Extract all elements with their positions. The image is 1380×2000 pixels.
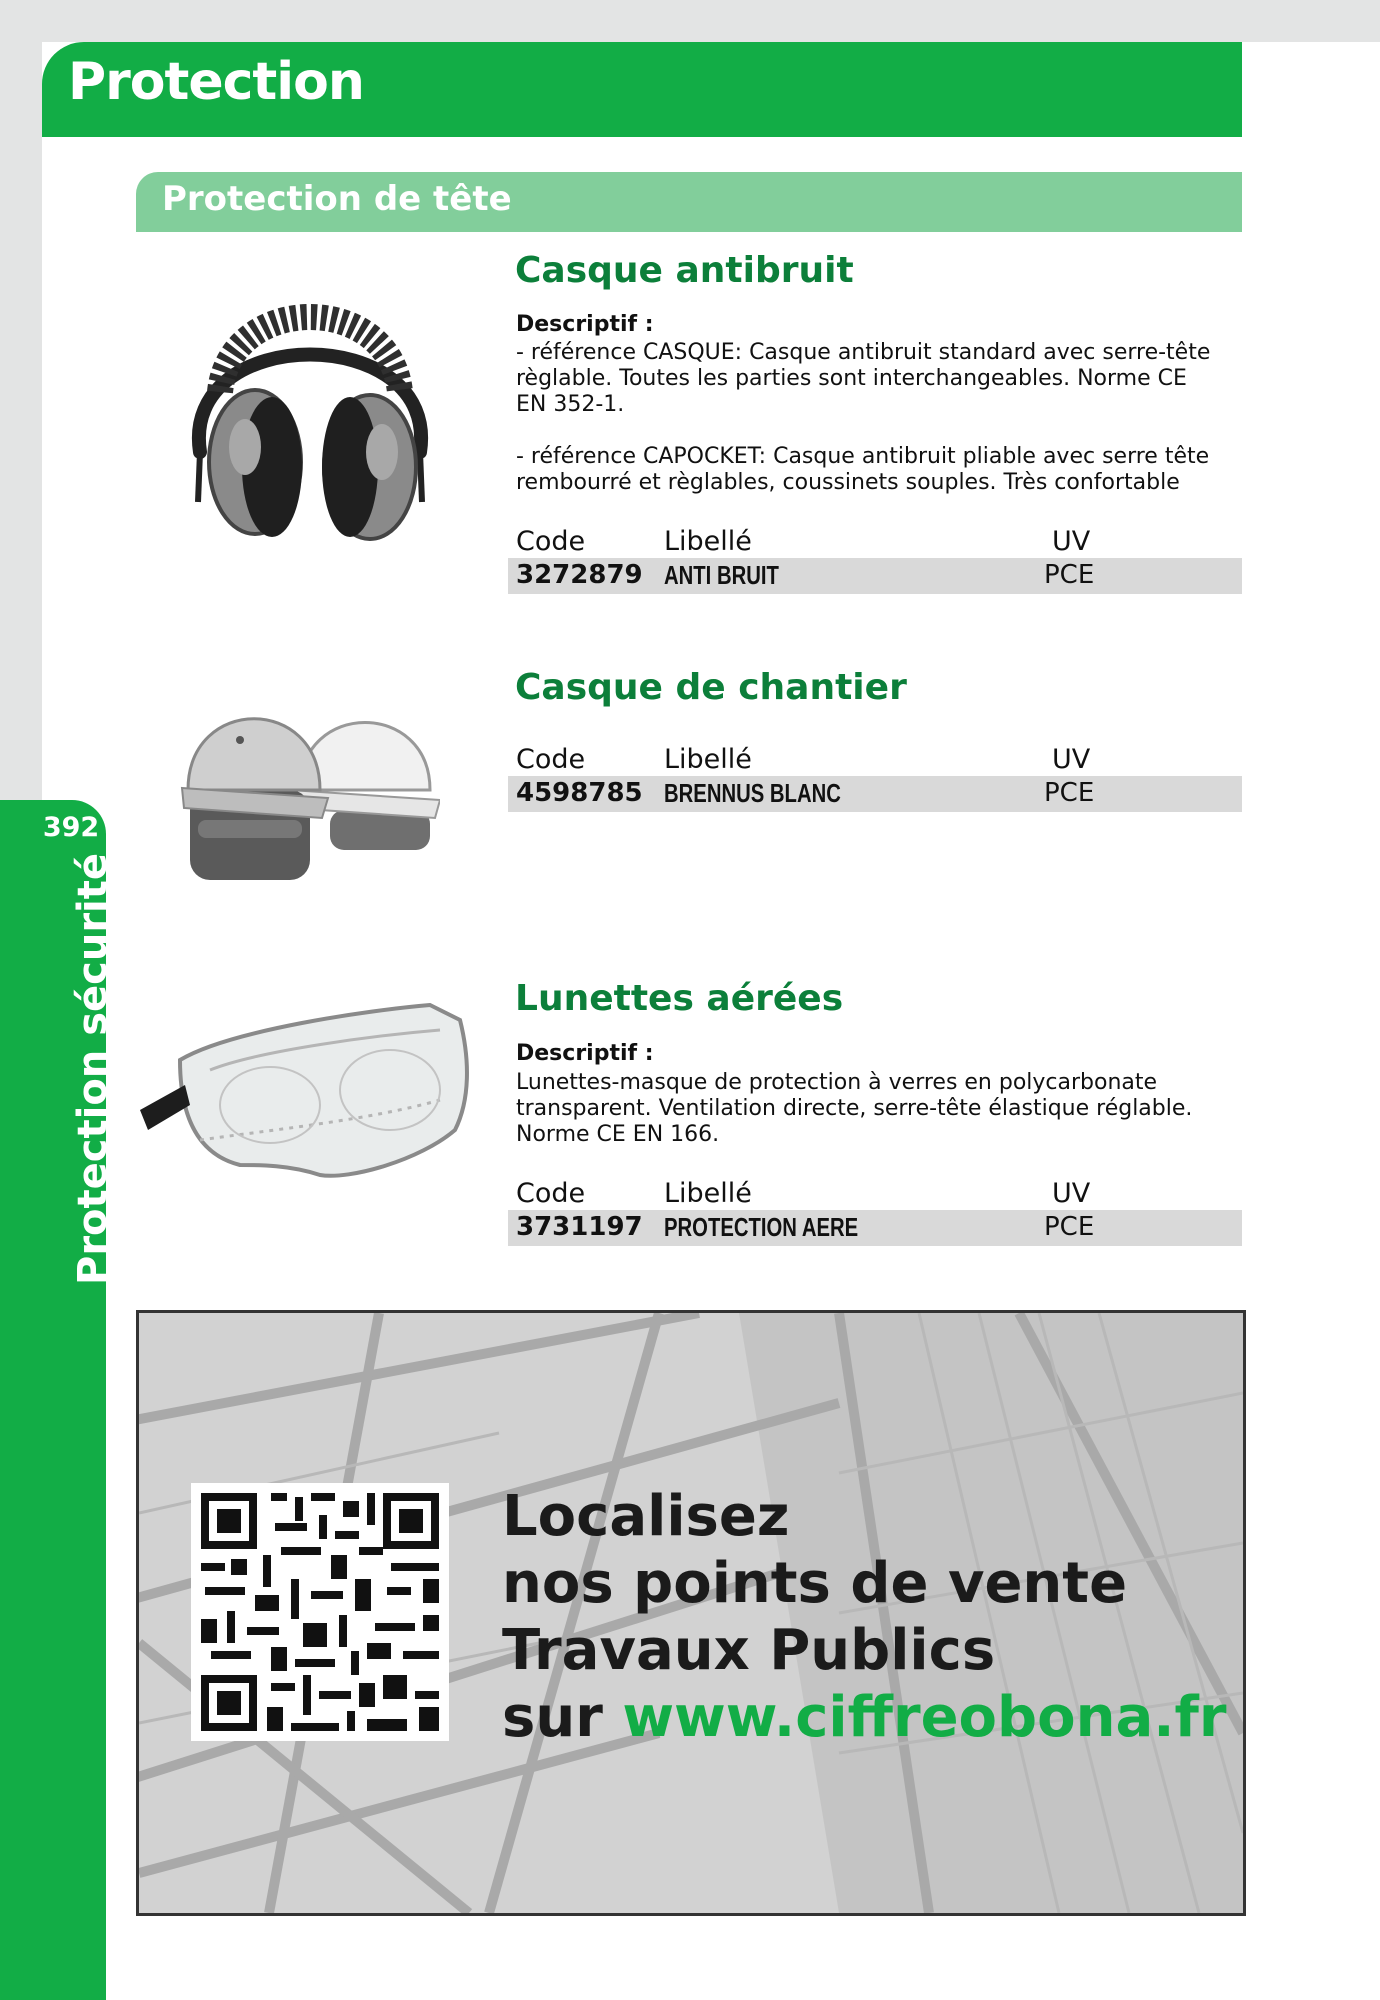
product-libelle: ANTI BRUIT <box>664 560 779 590</box>
description-line: Lunettes-masque de protection à verres en polycarbonate <box>516 1070 1158 1095</box>
product-uv: PCE <box>1044 560 1095 590</box>
product-table <box>508 1176 1242 1246</box>
promo-line: nos points de vente <box>502 1551 1128 1616</box>
table-header <box>508 1176 1242 1210</box>
product-uv: PCE <box>1044 1212 1095 1242</box>
store-locator-banner <box>136 1310 1246 1916</box>
product-code: 4598785 <box>516 778 643 808</box>
table-row <box>508 1210 1242 1246</box>
header-uv: UV <box>1052 526 1091 557</box>
header-uv: UV <box>1052 1178 1091 1209</box>
earmuffs-image <box>160 262 460 552</box>
header-libelle: Libellé <box>664 1178 752 1209</box>
table-header <box>508 524 1242 558</box>
top-margin-band <box>0 0 1380 42</box>
promo-line: Localisez <box>502 1484 790 1549</box>
product-description <box>516 340 1210 496</box>
product-libelle: PROTECTION AERE <box>664 1212 859 1242</box>
product-table <box>508 742 1242 812</box>
description-label: Descriptif : <box>516 312 654 337</box>
product-title: Lunettes aérées <box>515 978 844 1019</box>
qr-code-icon <box>191 1483 449 1741</box>
header-code: Code <box>516 526 586 557</box>
product-code: 3731197 <box>516 1212 643 1242</box>
description-line: transparent. Ventilation directe, serre-tête élastique réglable. <box>516 1096 1193 1121</box>
side-section-title: Protection sécurité <box>70 852 116 1285</box>
product-uv: PCE <box>1044 778 1095 808</box>
page-number: 392 <box>42 812 100 843</box>
header-libelle: Libellé <box>664 526 752 557</box>
section-title: Protection de tête <box>162 179 512 219</box>
header-code: Code <box>516 744 586 775</box>
product-title: Casque de chantier <box>515 667 907 708</box>
header-code: Code <box>516 1178 586 1209</box>
website-link[interactable]: www.ciffreobona.fr <box>622 1685 1227 1750</box>
product-title: Casque antibruit <box>515 250 854 291</box>
description-line: rembourré et règlables, coussinets souples. Très confortable <box>516 470 1180 495</box>
left-margin-band <box>0 0 42 810</box>
page-title: Protection <box>68 52 364 112</box>
description-label: Descriptif : <box>516 1041 654 1066</box>
goggles-image <box>140 990 470 1190</box>
product-code: 3272879 <box>516 560 643 590</box>
table-row <box>508 558 1242 594</box>
description-spacer <box>516 418 1210 444</box>
product-description <box>516 1070 1192 1148</box>
table-header <box>508 742 1242 776</box>
header-libelle: Libellé <box>664 744 752 775</box>
promo-url-prefix: sur <box>502 1685 623 1750</box>
header-uv: UV <box>1052 744 1091 775</box>
table-row <box>508 776 1242 812</box>
description-line: Norme CE EN 166. <box>516 1122 720 1147</box>
product-table <box>508 524 1242 594</box>
description-line: règlable. Toutes les parties sont interchangeables. Norme CE <box>516 366 1187 391</box>
promo-line: Travaux Publics <box>502 1618 996 1683</box>
qr-code <box>191 1483 449 1741</box>
description-line: EN 352-1. <box>516 392 625 417</box>
product-libelle: BRENNUS BLANC <box>664 778 841 808</box>
hard-hats-image <box>180 680 440 900</box>
promo-text <box>502 1483 1227 1751</box>
description-line: - référence CASQUE: Casque antibruit standard avec serre-tête <box>516 340 1211 365</box>
description-line: - référence CAPOCKET: Casque antibruit pliable avec serre tête <box>516 444 1210 469</box>
promo-url-line <box>502 1684 1227 1751</box>
